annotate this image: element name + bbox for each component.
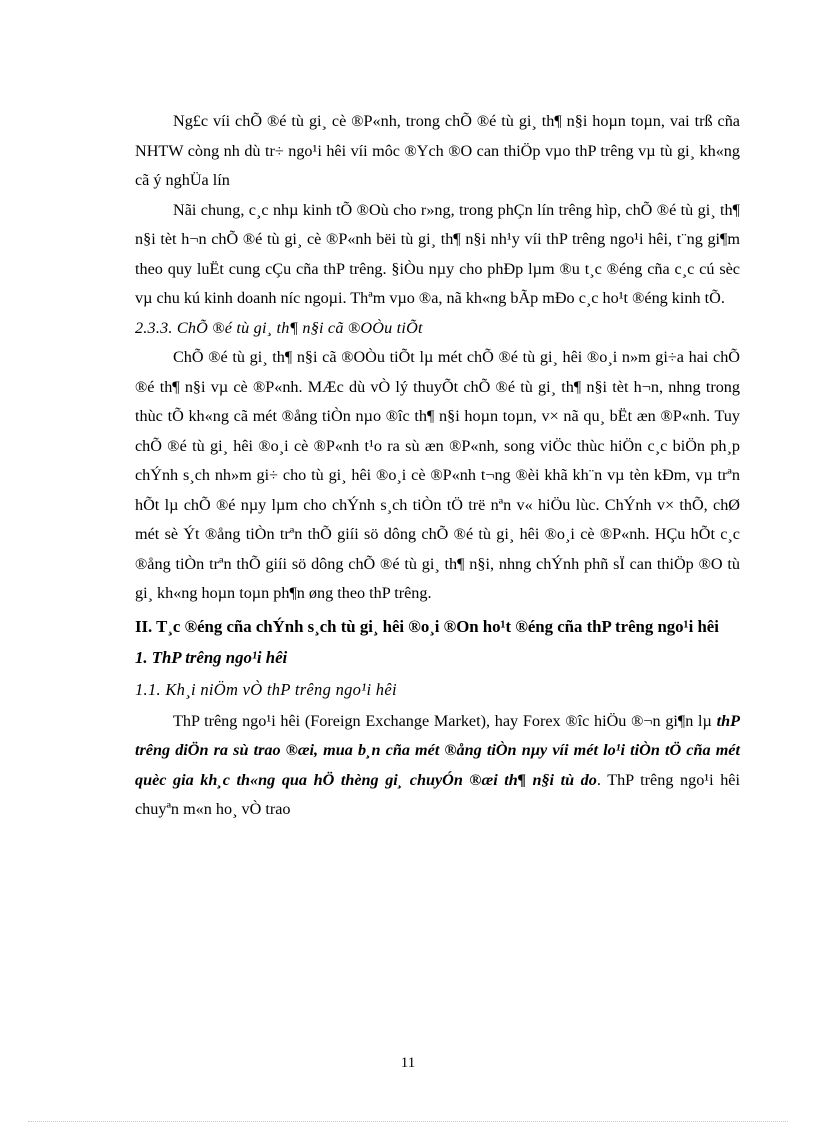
paragraph-economists-view: Nãi chung, c¸c nhµ kinh tÕ ®Où cho r»ng, trong phÇn lín trêng hìp, chÕ ®é tù gi¸ th¶ n§i tèt h¬n chÕ ®é tù gi¸ cè ®P«nh bëi tù gi¸ th¶ n§i nh¹y víi thP trêng ngo¹i hêi, t¨ng gi¶m theo quy luËt cung cÇu cña thP trêng. §iÒu nµy cho phÐp lµm ®u t¸c ®éng cña c¸c cú sèc vµ chu kú kinh doanh níc ngoµi. Thªm vµo ®a, nã kh«ng bÃp mÐo c¸c ho¹t ®éng kinh tÕ. [135,200,740,307]
paragraph-managed-float: ChÕ ®é tù gi¸ th¶ n§i cã ®OÒu tiÕt lµ mét chÕ ®é tù gi¸ hêi ®o¸i n»m gi÷a hai chÕ ®é th¶ n§i vµ cè ®P«nh. MÆc dù vÒ lý thuyÕt chÕ ®é tù gi¸ th¶ n§i tèt h¬n, nhng trong thùc tÕ kh«ng cã mét ®ång tiÒn nµo ®îc th¶ n§i hoµn toµn, v× nã qu¸ bËt æn ®P«nh. Tuy chÕ ®é tù gi¸ hêi ®o¸i cè ®P«nh t¹o ra sù æn ®P«nh, song viÖc thùc hiÖn c¸c biÖn ph¸p chÝnh s¸ch nh»m gi÷ cho tù gi¸ hêi ®o¸i cè ®P«nh t¬ng ®èi khã kh¨n vµ tèn kÐm, vµ trªn hÕt lµ chÕ ®é nµy lµm cho chÝnh s¸ch tiÒn tÖ trë nªn v« hiÖu lùc. ChÝnh v× thÕ, chØ mét sè Ýt ®ång tiÒn trªn thÕ giíi sö dông chÕ ®é tù gi¸ hêi ®o¸i cè ®P«nh. HÇu hÕt c¸c ®ång tiÒn trªn thÕ giíi sö dông chÕ ®é tù gi¸ th¶ n§i, nhng chÝnh phñ sÏ can thiÖp ®O tù gi¸ kh«ng hoµn toµn ph¶n øng theo thP trêng. [135,348,740,602]
page-bottom-border [28,1121,788,1122]
heading-1-forex-market: 1. ThP trêng ngo¹i hêi [135,647,288,667]
definition-text-continuation: . ThP trêng ngo¹i hêi chuyªn m«n ho¸ vÒ trao [135,770,740,818]
definition-text-intro: ThP trêng ngo¹i hêi (Foreign Exchange Market), hay Forex ®îc hiÖu ®¬n gi¶n lµ [173,711,717,730]
definition-text-emphasis: thP trêng diÖn ra sù trao ®æi, mua b¸n cña mét ®ång tiÒn nµy víi mét lo¹i tiÒn tÖ cña mét quèc gia kh¸c th«ng qua hÖ thèng gi¸ chuyÓn ®æi th¶ n§i tù do [135,711,740,789]
section-heading-II: II. T¸c ®éng cña chÝnh s¸ch tù gi¸ hêi ®o¸i ®On ho¹t ®éng cña thP trêng ngo¹i hêi [135,616,719,636]
paragraph-forex-definition [135,707,740,825]
page-body [135,107,740,825]
page-number: 11 [400,1055,416,1071]
subsection-heading-2-3-3: 2.3.3. ChÕ ®é tù gi¸ th¶ n§i cã ®OÒu tiÕt [135,318,423,337]
paragraph-fixed-vs-floating: Ng£c víi chÕ ®é tù gi¸ cè ®P«nh, trong chÕ ®é tù gi¸ th¶ n§i hoµn toµn, vai trß cña NHTW còng nh dù tr÷ ngo¹i hêi víi môc ®Ych ®O can thiÖp vµo thP trêng vµ tù gi¸ kh«ng cã ý nghÜa lín [135,112,740,189]
heading-1-1-concept: 1.1. Kh¸i niÖm vÒ thP trêng ngo¹i hêi [135,679,397,699]
